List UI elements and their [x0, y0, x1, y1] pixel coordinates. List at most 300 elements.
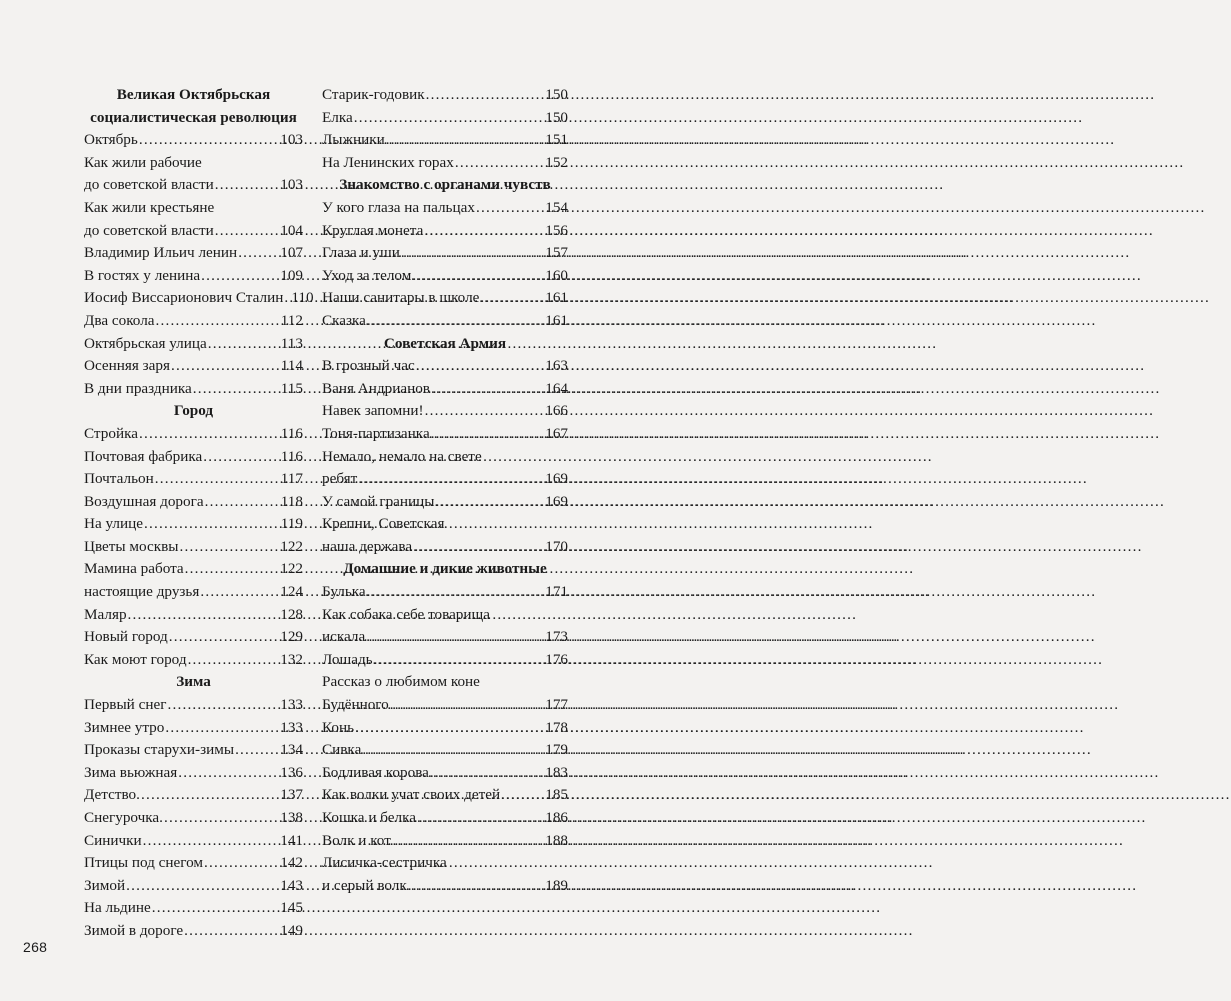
toc-entry — [84, 536, 303, 559]
toc-entry — [322, 717, 568, 740]
toc-entry — [322, 400, 568, 423]
toc-entry — [84, 265, 303, 288]
entry-title: Первый снег — [84, 696, 167, 714]
toc-entry-line — [84, 513, 303, 536]
toc-entry-line — [322, 536, 568, 559]
section-heading-line: Город — [173, 402, 214, 420]
entry-title: Елка — [322, 108, 353, 126]
toc-entry — [84, 378, 303, 401]
section-heading — [322, 174, 568, 197]
toc-entry-line — [84, 807, 303, 830]
entry-page-number: 169 — [545, 470, 568, 488]
toc-entry — [84, 626, 303, 649]
entry-title: Немало, немало на свете — [322, 447, 482, 465]
section-heading-line: социалистическая революция — [90, 108, 297, 126]
entry-title: Стройка — [84, 424, 138, 442]
entry-page-number: 160 — [545, 266, 568, 284]
dot-leader — [141, 784, 279, 807]
toc-entry-line — [84, 581, 303, 604]
entry-title: Будённого — [322, 696, 389, 714]
section-heading — [322, 333, 568, 356]
entry-page-number: 178 — [545, 718, 568, 736]
entry-page-number: 134 — [280, 741, 303, 759]
entry-title: Крепни, Советская — [322, 515, 445, 533]
section-heading — [84, 400, 303, 423]
entry-title: Ваня Андрианов — [322, 379, 430, 397]
toc-entry-line — [322, 717, 568, 740]
toc-entry — [84, 875, 303, 898]
dot-leader — [358, 468, 544, 491]
entry-title: Цветы москвы — [84, 537, 179, 555]
entry-title: На льдине — [84, 899, 151, 917]
entry-title: Рассказ о любимом коне — [322, 673, 480, 691]
toc-entry — [322, 129, 568, 152]
toc-entry — [322, 830, 568, 853]
entry-page-number: 149 — [280, 921, 303, 939]
toc-entry-line — [322, 581, 568, 604]
entry-page-number: 113 — [280, 334, 303, 352]
toc-entry-line — [322, 626, 568, 649]
toc-entry — [322, 355, 568, 378]
section-heading-line: Домашние и дикие животные — [343, 560, 547, 578]
entry-page-number: 183 — [545, 763, 568, 781]
entry-title: Сивка — [322, 741, 362, 759]
toc-entry — [84, 830, 303, 853]
dot-leader — [200, 581, 279, 604]
entry-page-number: 186 — [545, 809, 568, 826]
entry-title: Глаза и уши — [322, 244, 400, 262]
toc-entry — [84, 717, 303, 740]
entry-page-number: 133 — [280, 696, 303, 714]
toc-entry-line — [84, 220, 303, 243]
toc-entry — [322, 265, 568, 288]
dot-leader — [155, 468, 280, 491]
entry-title: Как моют город — [84, 650, 187, 668]
dot-leader — [188, 649, 280, 672]
dot-leader — [366, 626, 544, 649]
dot-leader — [354, 107, 544, 130]
entry-page-number: 145 — [280, 899, 303, 917]
toc-entry — [84, 242, 303, 265]
entry-page-number: 116 — [280, 447, 303, 465]
toc-entry — [322, 423, 568, 446]
toc-entry — [322, 784, 568, 807]
toc-entry — [84, 581, 303, 604]
toc-entry — [84, 310, 303, 333]
dot-leader — [416, 355, 544, 378]
dot-leader — [284, 287, 290, 310]
toc-entry — [322, 739, 568, 762]
toc-entry-line — [84, 197, 303, 220]
dot-leader — [208, 333, 280, 356]
dot-leader — [201, 265, 279, 288]
entry-title: Владимир Ильич ленин — [84, 244, 238, 262]
dot-leader — [238, 242, 279, 265]
entry-title: Два сокола — [84, 311, 155, 329]
toc-entry — [84, 491, 303, 514]
entry-page-number: 185 — [545, 786, 568, 804]
entry-title: Мамина работа — [84, 560, 184, 578]
dot-leader — [128, 604, 280, 627]
entry-title: Старик-годовик — [322, 86, 425, 103]
entry-title: У самой границы — [322, 492, 435, 510]
entry-page-number: 115 — [280, 379, 303, 397]
entry-title: Лыжники — [322, 131, 385, 149]
entry-page-number: 138 — [280, 809, 303, 826]
toc-entry — [322, 852, 568, 897]
entry-title: Проказы старухи-зимы — [84, 741, 235, 759]
dot-leader — [185, 558, 280, 581]
entry-title: Лисичка-сестричка — [322, 854, 447, 872]
toc-entry-line — [322, 468, 568, 491]
entry-title: и серый волк — [322, 876, 407, 894]
dot-leader — [143, 830, 280, 853]
toc-entry-line — [84, 423, 303, 446]
toc-entry-line — [84, 739, 303, 762]
toc-entry-line — [322, 423, 568, 446]
dot-leader — [431, 378, 544, 401]
entry-page-number: 166 — [545, 402, 568, 420]
dot-leader — [205, 491, 280, 514]
toc-entry-line — [84, 784, 303, 807]
page-number: 268 — [23, 939, 48, 955]
entry-title: Бодливая корова — [322, 763, 429, 781]
entry-title: Октябрь — [84, 131, 138, 149]
entry-title: Новый город — [84, 628, 168, 646]
entry-page-number: 129 — [280, 628, 303, 646]
toc-entry-line — [322, 830, 568, 853]
entry-title: Как жили крестьяне — [84, 198, 215, 216]
toc-entry — [322, 513, 568, 558]
toc-entry-line — [322, 739, 568, 762]
toc-entry-line — [322, 400, 568, 423]
entry-title: Волк и кот. — [322, 831, 394, 849]
toc-entry-line — [322, 491, 568, 514]
toc-entry — [322, 378, 568, 401]
entry-title: Круглая монета — [322, 221, 424, 239]
entry-page-number: 137 — [280, 786, 303, 804]
toc-entry — [322, 581, 568, 604]
dot-leader — [367, 310, 544, 333]
entry-title: искала — [322, 628, 366, 646]
dot-leader — [455, 152, 544, 175]
entry-page-number: 119 — [280, 515, 303, 533]
toc-entry-line — [322, 875, 568, 898]
entry-page-number: 117 — [280, 470, 303, 488]
toc-entry — [322, 220, 568, 243]
toc-entry-line — [84, 536, 303, 559]
toc-entry — [84, 513, 303, 536]
entry-title: Как жили рабочие — [84, 153, 202, 171]
entry-page-number: 173 — [545, 628, 568, 646]
entry-title: Сказка — [322, 311, 366, 329]
toc-entry — [84, 287, 314, 310]
toc-entry — [322, 671, 568, 716]
toc-entry-line — [84, 265, 303, 288]
toc-entry — [84, 852, 303, 875]
dot-leader — [390, 694, 544, 717]
toc-entry-line — [322, 197, 568, 220]
entry-title: Конь — [322, 718, 355, 736]
entry-page-number: 177 — [545, 696, 568, 714]
entry-title: Как волки учат своих детей — [322, 786, 501, 804]
entry-title: ребят — [322, 470, 358, 488]
toc-entry-line — [84, 604, 303, 627]
dot-leader — [431, 423, 545, 446]
toc-entry — [84, 446, 303, 469]
entry-title: Октябрьская улица — [84, 334, 207, 352]
entry-page-number: 118 — [280, 492, 303, 510]
entry-page-number: 142 — [280, 854, 303, 872]
entry-page-number: 164 — [545, 379, 568, 397]
toc-entry-line — [322, 784, 568, 807]
entry-page-number: 171 — [545, 583, 568, 601]
section-heading — [322, 558, 568, 581]
entry-title: Кошка и белка — [322, 809, 417, 826]
toc-entry — [84, 333, 303, 356]
toc-entry-line — [322, 807, 568, 830]
toc-entry-line — [84, 446, 303, 469]
toc-entry-line — [84, 355, 303, 378]
toc-entry-line — [322, 355, 568, 378]
toc-entry-line — [322, 852, 568, 875]
dot-leader — [424, 220, 544, 243]
entry-page-number: 124 — [280, 583, 303, 601]
entry-title: На улице — [84, 515, 144, 533]
toc-entry — [84, 784, 303, 807]
dot-leader — [126, 875, 279, 898]
entry-page-number: 154 — [545, 198, 568, 216]
entry-title: Осенняя заря — [84, 357, 170, 375]
entry-title: Булька — [322, 583, 366, 601]
entry-page-number: 157 — [545, 244, 568, 262]
toc-entry — [322, 491, 568, 514]
dot-leader — [235, 739, 279, 762]
entry-page-number: 128 — [280, 605, 303, 623]
entry-page-number: 110 — [291, 289, 314, 307]
entry-title: до советской власти — [84, 176, 214, 194]
entry-page-number: 122 — [280, 537, 303, 555]
entry-title: настоящие друзья — [84, 583, 200, 601]
toc-entry-line — [84, 920, 303, 943]
toc-entry-line — [322, 152, 568, 175]
entry-page-number: 176 — [545, 650, 568, 668]
toc-entry-line — [84, 242, 303, 265]
dot-leader — [184, 920, 279, 943]
toc-entry-line — [84, 287, 314, 310]
dot-leader — [367, 581, 545, 604]
toc-entry-line — [84, 378, 303, 401]
entry-page-number: 114 — [280, 357, 303, 375]
entry-page-number: 161 — [545, 289, 568, 307]
entry-title: Навек запомни! — [322, 402, 424, 420]
toc-entry-line — [322, 694, 568, 717]
dot-leader — [362, 739, 544, 762]
toc-entry — [322, 604, 568, 649]
dot-leader — [156, 310, 280, 333]
entry-title: Иосиф Виссарионович Сталин — [84, 289, 284, 307]
toc-entry-line — [84, 717, 303, 740]
toc-entry-line — [84, 174, 303, 197]
entry-title: Снегурочка. — [84, 809, 163, 826]
toc-entry-line — [84, 649, 303, 672]
entry-title: Воздушная дорога — [84, 492, 204, 510]
dot-leader — [203, 446, 280, 469]
toc-entry — [322, 807, 568, 830]
entry-page-number: 152 — [545, 153, 568, 171]
entry-page-number: 107 — [280, 244, 303, 262]
toc-entry-line — [322, 378, 568, 401]
entry-title: Тоня-партизанка — [322, 424, 430, 442]
dot-leader — [408, 875, 544, 898]
dot-leader — [139, 423, 280, 446]
entry-page-number: 136 — [280, 763, 303, 781]
toc-entry-line — [84, 129, 303, 152]
toc-entry — [322, 762, 568, 785]
dot-leader — [178, 762, 279, 785]
toc-entry — [84, 897, 303, 920]
entry-title: Зима вьюжная — [84, 763, 178, 781]
toc-entry — [84, 604, 303, 627]
toc-entry-line — [322, 310, 568, 333]
dot-leader — [412, 265, 544, 288]
dot-leader — [395, 830, 545, 853]
entry-title: Наши санитары в школе — [322, 289, 480, 307]
entry-title: до советской власти — [84, 221, 214, 239]
toc-entry-line — [322, 84, 568, 107]
entry-page-number: 141 — [280, 831, 303, 849]
entry-title: Зимой — [84, 876, 126, 894]
dot-leader — [193, 378, 280, 401]
toc-entry — [84, 762, 303, 785]
dot-leader — [215, 174, 279, 197]
entry-page-number: 143 — [280, 876, 303, 894]
entry-page-number: 116 — [280, 424, 303, 442]
toc-entry — [84, 807, 303, 830]
entry-page-number: 169 — [545, 492, 568, 510]
dot-leader — [165, 717, 279, 740]
entry-page-number: 103 — [280, 176, 303, 194]
toc-entry — [84, 355, 303, 378]
entry-title: Зимой в дороге — [84, 921, 184, 939]
entry-title: Маляр — [84, 605, 127, 623]
toc-entry — [322, 197, 568, 220]
section-heading — [84, 671, 303, 694]
entry-title: Как собака себе товарища — [322, 605, 490, 623]
entry-title: Лошадь — [322, 650, 373, 668]
entry-page-number: 112 — [280, 311, 303, 329]
section-heading-line: Великая Октябрьская — [116, 86, 271, 103]
toc-entry-line — [84, 491, 303, 514]
toc-entry-line — [322, 604, 568, 627]
dot-leader — [425, 400, 545, 423]
entry-title: Птицы под снегом — [84, 854, 204, 872]
entry-title: Почтальон — [84, 470, 154, 488]
toc-entry — [84, 152, 303, 197]
entry-page-number: 122 — [280, 560, 303, 578]
dot-leader — [436, 491, 545, 514]
dot-leader — [204, 852, 279, 875]
entry-title: Зимнее утро — [84, 718, 165, 736]
dot-leader — [476, 197, 544, 220]
entry-page-number: 104 — [280, 221, 303, 239]
toc-entry — [84, 694, 303, 717]
toc-entry-line — [322, 287, 568, 310]
section-heading-line: Советская Армия — [383, 334, 507, 352]
section-heading — [84, 84, 303, 129]
entry-title: В грозный час — [322, 357, 415, 375]
dot-leader — [144, 513, 280, 536]
entry-title: Почтовая фабрика — [84, 447, 203, 465]
toc-entry — [84, 197, 303, 242]
toc-entry-line — [84, 830, 303, 853]
toc-left-column — [84, 84, 314, 943]
toc-entry-line — [84, 333, 303, 356]
dot-leader — [180, 536, 280, 559]
entry-page-number: 161 — [545, 311, 568, 329]
toc-entry-line — [322, 242, 568, 265]
dot-leader — [152, 897, 279, 920]
toc-entry — [322, 446, 568, 491]
book-page — [0, 0, 607, 1001]
entry-page-number: 179 — [545, 741, 568, 759]
toc-entry-line — [84, 852, 303, 875]
toc-entry-line — [84, 468, 303, 491]
toc-entry-line — [322, 265, 568, 288]
toc-entry-line — [84, 626, 303, 649]
entry-page-number: 150 — [545, 108, 568, 126]
entry-page-number: 189 — [545, 876, 568, 894]
toc-entry-line — [84, 694, 303, 717]
toc-entry-line — [322, 107, 568, 130]
toc-entry-line — [84, 310, 303, 333]
toc-entry — [322, 242, 568, 265]
entry-page-number: 150 — [545, 86, 568, 103]
toc-right-column — [322, 84, 568, 897]
entry-page-number: 132 — [280, 650, 303, 668]
entry-title: Детство. — [84, 786, 140, 804]
dot-leader — [480, 287, 544, 310]
toc-entry — [322, 649, 568, 672]
toc-entry — [84, 739, 303, 762]
dot-leader — [215, 220, 279, 243]
toc-entry-line — [322, 129, 568, 152]
entry-title: У кого глаза на пальцах — [322, 198, 475, 216]
toc-entry-line — [84, 897, 303, 920]
dot-leader — [413, 536, 544, 559]
toc-entry-line — [322, 220, 568, 243]
dot-leader — [374, 649, 545, 672]
toc-entry-line — [322, 649, 568, 672]
dot-leader — [169, 626, 279, 649]
section-heading-line: Зима — [176, 673, 211, 691]
dot-leader — [355, 717, 544, 740]
entry-page-number: 167 — [545, 424, 568, 442]
dot-leader — [426, 84, 545, 107]
toc-entry-line — [322, 513, 568, 536]
entry-title: наша держава — [322, 537, 413, 555]
toc-entry — [322, 152, 568, 175]
toc-entry — [322, 287, 568, 310]
toc-entry — [84, 920, 303, 943]
toc-entry-line — [84, 875, 303, 898]
entry-page-number: 133 — [280, 718, 303, 736]
dot-leader — [386, 129, 544, 152]
dot-leader — [167, 694, 279, 717]
toc-entry — [84, 558, 303, 581]
toc-entry — [84, 468, 303, 491]
section-heading-line: Знакомство с органами чувств — [339, 176, 551, 194]
